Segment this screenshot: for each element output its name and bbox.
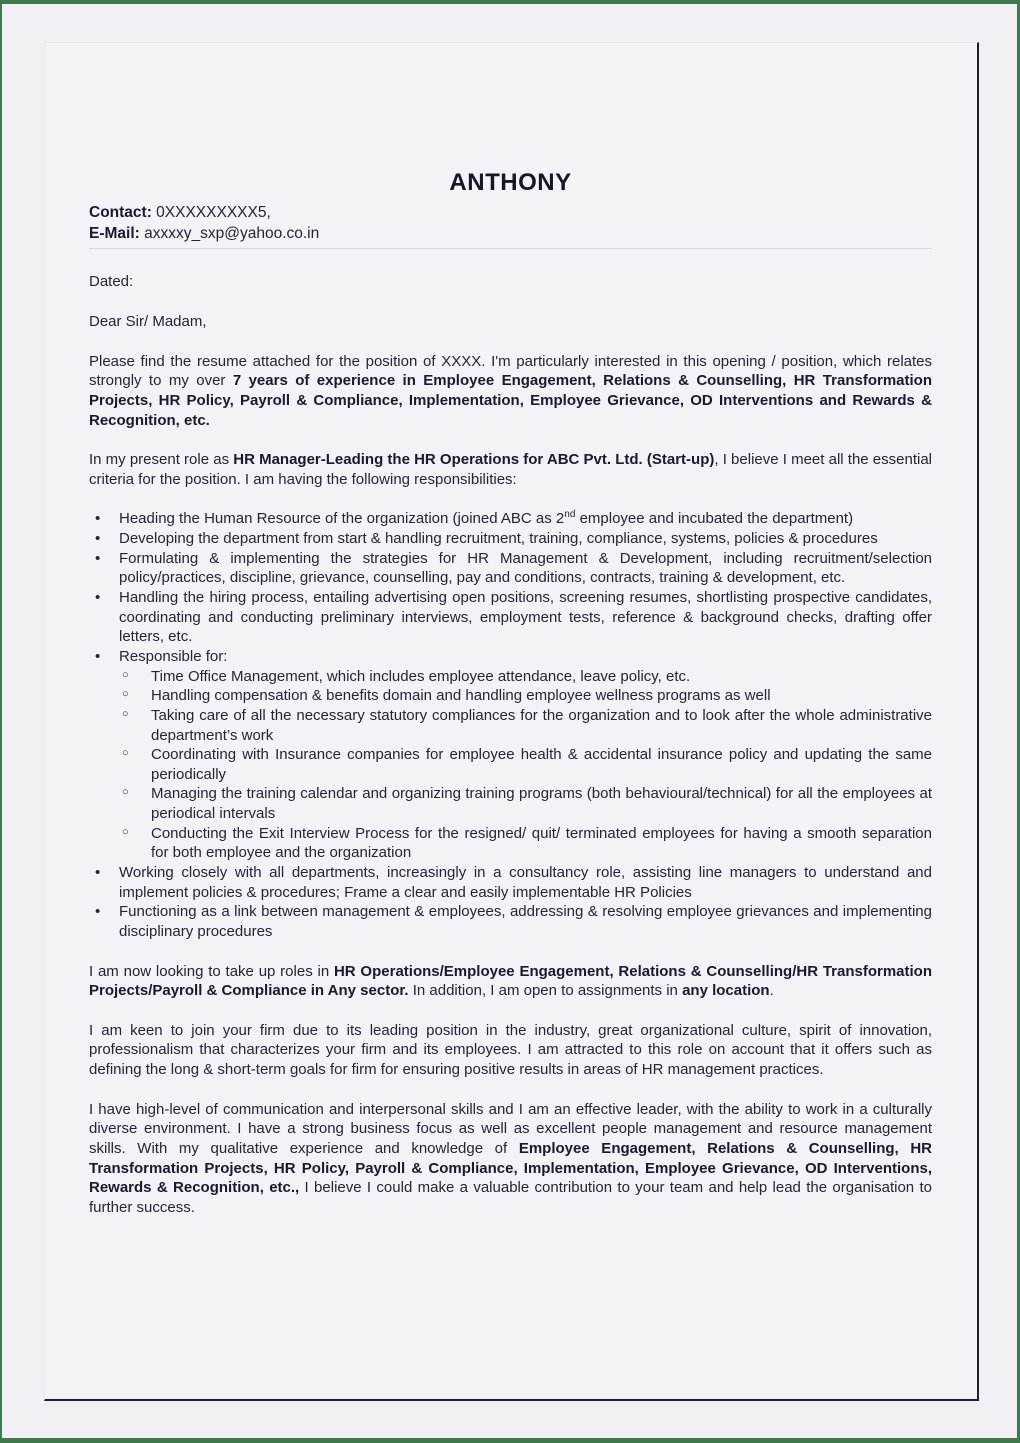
bullet-list bbox=[89, 509, 932, 941]
text-run: I have high-level of communication and interpersonal skills and I am an effective leader, with the ability to work in a culturally diverse environment. I have a strong business focus as well as excellent people management and resource management skills. With my qualitative experience and knowledge of bbox=[89, 1100, 932, 1158]
sub-bullet-item bbox=[119, 824, 932, 863]
sub-bullet-item bbox=[119, 686, 932, 706]
bullet-item bbox=[89, 863, 932, 902]
text-run: Functioning as a link between management & employees, addressing & resolving employee grievances and implementing disciplinary procedures bbox=[119, 903, 932, 940]
text-run: Conducting the Exit Interview Process for the resigned/ quit/ terminated employees for having a smooth separation for both employee and the organization bbox=[151, 824, 932, 862]
text-run: I am keen to join your firm due to its leading position in the industry, great organizational culture, spirit of innovation, professionalism that characterizes your firm and its employees. I am attracted to this role on account that it offers such as defining the long & short-term goals for firm for ensuring positive results in areas of HR management practices. bbox=[89, 1021, 932, 1079]
paragraph bbox=[89, 1021, 932, 1080]
letter-author-name: ANTHONY bbox=[449, 169, 572, 196]
bold-text: 7 years of experience in Employee Engagement, Relations & Counselling, HR Transformation Projects, HR Policy, Payroll & Compliance, Implementation, Employee Grievance, OD Interventions and Rewards & Recognition, etc. bbox=[89, 372, 932, 429]
text-run: Responsible for: bbox=[119, 647, 228, 665]
header-divider bbox=[89, 248, 932, 249]
email-value: axxxxy_sxp@yahoo.co.in bbox=[144, 224, 320, 242]
sub-bullet-item bbox=[119, 667, 932, 687]
bold-text: HR Operations/Employee Engagement, Relations & Counselling/HR Transformation Projects/Payroll & Compliance in Any sector. bbox=[89, 962, 933, 1000]
bullet-item bbox=[89, 588, 932, 647]
text-run: Working closely with all departments, increasingly in a consultancy role, assisting line managers to understand and implement policies & procedures; Frame a clear and easily implementable HR Policies bbox=[119, 864, 932, 901]
bullet-item bbox=[89, 902, 932, 941]
text-run: Formulating & implementing the strategies for HR Management & Development, including recruitment/selection policy/practices, discipline, grievance, counselling, pay and conditions, contracts, training & development, etc. bbox=[119, 549, 932, 587]
text-run: Developing the department from start & handling recruitment, training, compliance, systems, policies & procedures bbox=[119, 530, 878, 548]
text-run: Managing the training calendar and organizing training programs (both behavioural/technical) for all the employees at periodical intervals bbox=[151, 785, 932, 823]
bullet-item bbox=[89, 549, 932, 588]
salutation: Dear Sir/ Madam, bbox=[89, 312, 207, 330]
date-line: Dated: bbox=[89, 273, 134, 291]
bold-text: HR Manager-Leading the HR Operations for ABC Pvt. Ltd. (Start-up) bbox=[233, 451, 715, 469]
sub-bullet-list bbox=[119, 667, 932, 863]
text-run: Time Office Management, which includes employee attendance, leave policy, etc. bbox=[151, 667, 691, 685]
email-line bbox=[89, 224, 932, 244]
text-run: Handling compensation & benefits domain and handling employee wellness programs as well bbox=[151, 687, 771, 705]
letter-body bbox=[89, 352, 932, 1218]
bold-text: any location bbox=[682, 982, 770, 1000]
contact-line bbox=[89, 203, 932, 223]
text-run: . bbox=[769, 982, 774, 1000]
bullet-item bbox=[89, 509, 932, 529]
text-run: In my present role as bbox=[89, 451, 234, 469]
paragraph bbox=[89, 352, 932, 431]
text-run: Please find the resume attached for the position of XXXX. I'm particularly interested in this opening / position, which relates strongly to my over bbox=[89, 352, 932, 390]
text-run: Handling the hiring process, entailing advertising open positions, screening resumes, shortlisting prospective candidates, coordinating and conducting preliminary interviews, employment tests, reference & background checks, drafting offer letters, etc. bbox=[119, 589, 932, 646]
sub-bullet-item bbox=[119, 784, 932, 823]
paragraph bbox=[89, 450, 932, 489]
paragraph bbox=[89, 962, 932, 1001]
text-run: In addition, I am open to assignments in bbox=[408, 982, 683, 1000]
bold-text: Employee Engagement, Relations & Counselling, HR Transformation Projects, HR Policy, Payroll & Compliance, Implementation, Employee Grievance, OD Interventions, Rewards & Recognition, etc., bbox=[89, 1140, 932, 1197]
text-run: , I believe I meet all the essential criteria for the position. I am having the following responsibilities: bbox=[89, 451, 932, 488]
text-run: I believe I could make a valuable contribution to your team and help lead the organisation to further success. bbox=[89, 1179, 932, 1216]
text-run: Taking care of all the necessary statutory compliances for the organization and to look after the whole administrative department’s work bbox=[151, 706, 932, 744]
bullet-item bbox=[89, 647, 932, 863]
text-run: nd bbox=[564, 509, 576, 521]
email-label: E-Mail: bbox=[89, 224, 140, 242]
text-run: I am now looking to take up roles in bbox=[89, 962, 334, 980]
paragraph bbox=[89, 1100, 932, 1218]
contact-label: Contact: bbox=[89, 204, 152, 222]
letter-panel bbox=[44, 42, 979, 1401]
sub-bullet-item bbox=[119, 745, 932, 784]
sub-bullet-item bbox=[119, 706, 932, 745]
letter-content bbox=[45, 43, 977, 1218]
text-run: Heading the Human Resource of the organization (joined ABC as 2 bbox=[119, 510, 565, 528]
bullet-item bbox=[89, 529, 932, 549]
text-run: Coordinating with Insurance companies for employee health & accidental insurance policy and updating the same periodically bbox=[151, 746, 932, 783]
text-run: employee and incubated the department) bbox=[575, 510, 854, 528]
contact-value: 0XXXXXXXXX5, bbox=[156, 204, 271, 222]
